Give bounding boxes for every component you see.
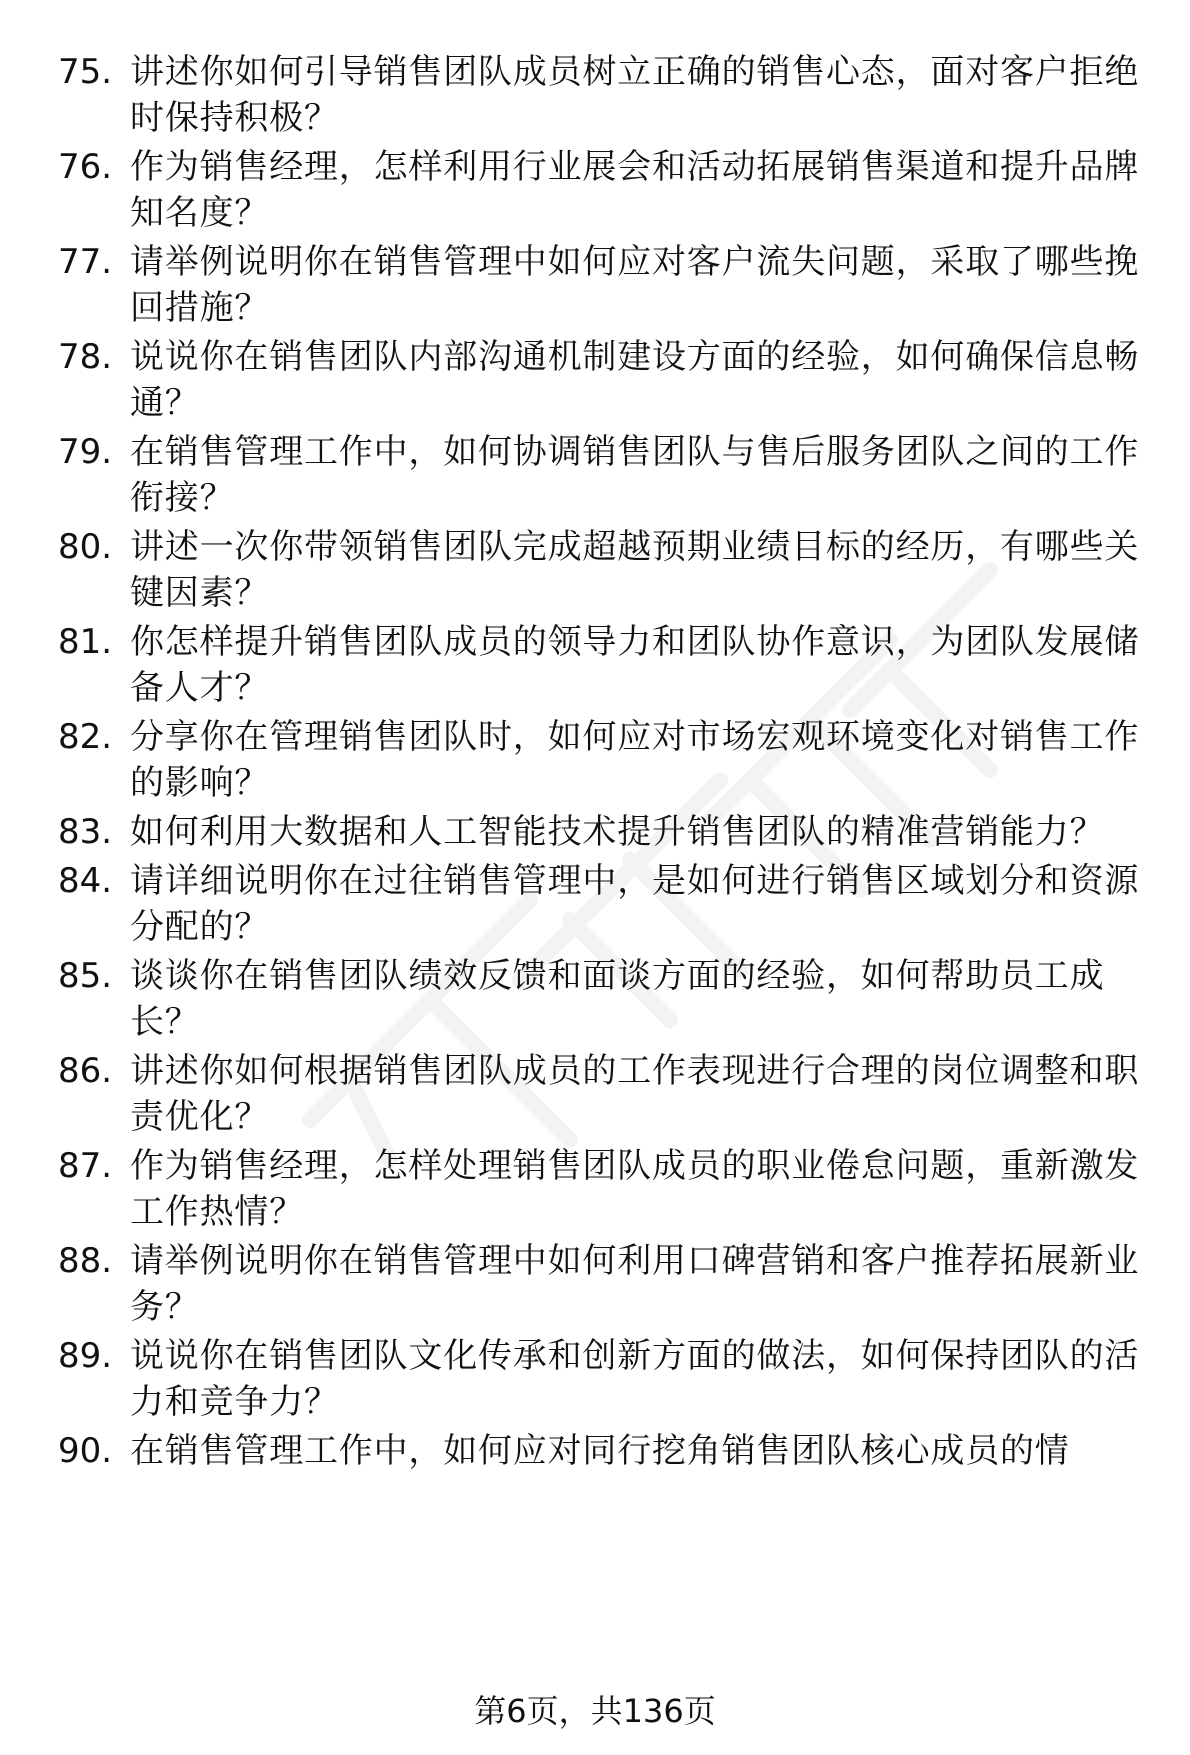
question-number: 86. xyxy=(58,1051,113,1091)
question-number: 87. xyxy=(58,1146,113,1186)
question-number: 76. xyxy=(58,147,113,187)
question-text: 作为销售经理，怎样利用行业展会和活动拓展销售渠道和提升品牌知名度？ xyxy=(130,147,1140,233)
question-text: 请举例说明你在销售管理中如何应对客户流失问题，采取了哪些挽回措施？ xyxy=(130,242,1140,328)
question-number: 84. xyxy=(58,861,113,901)
question-number: 82. xyxy=(58,717,113,757)
question-number: 88. xyxy=(58,1241,113,1281)
question-text: 在销售管理工作中，如何协调销售团队与售后服务团队之间的工作衔接？ xyxy=(130,432,1140,518)
question-number: 79. xyxy=(58,432,113,472)
question-text: 在销售管理工作中，如何应对同行挖角销售团队核心成员的情 xyxy=(130,1431,1070,1471)
question-text: 请举例说明你在销售管理中如何利用口碑营销和客户推荐拓展新业务？ xyxy=(130,1241,1140,1327)
question-text: 讲述你如何引导销售团队成员树立正确的销售心态，面对客户拒绝时保持积极？ xyxy=(130,52,1140,138)
question-number: 89. xyxy=(58,1336,113,1376)
question-text: 请详细说明你在过往销售管理中，是如何进行销售区域划分和资源分配的？ xyxy=(130,861,1140,947)
question-text: 如何利用大数据和人工智能技术提升销售团队的精准营销能力？ xyxy=(130,812,1105,852)
question-text: 谈谈你在销售团队绩效反馈和面谈方面的经验，如何帮助员工成长？ xyxy=(130,956,1105,1042)
question-text: 你怎样提升销售团队成员的领导力和团队协作意识，为团队发展储备人才？ xyxy=(130,622,1140,708)
question-text: 分享你在管理销售团队时，如何应对市场宏观环境变化对销售工作的影响？ xyxy=(130,717,1140,803)
question-text: 说说你在销售团队文化传承和创新方面的做法，如何保持团队的活力和竞争力？ xyxy=(130,1336,1140,1422)
question-number: 78. xyxy=(58,337,113,377)
question-number: 81. xyxy=(58,622,113,662)
question-text: 讲述你如何根据销售团队成员的工作表现进行合理的岗位调整和职责优化？ xyxy=(130,1051,1140,1137)
question-number: 75. xyxy=(58,52,113,92)
question-number: 80. xyxy=(58,527,113,567)
question-text: 讲述一次你带领销售团队完成超越预期业绩目标的经历，有哪些关键因素？ xyxy=(130,527,1140,613)
question-number: 83. xyxy=(58,812,113,852)
question-text: 说说你在销售团队内部沟通机制建设方面的经验，如何确保信息畅通？ xyxy=(130,337,1140,423)
question-number: 85. xyxy=(58,956,113,996)
question-text: 作为销售经理，怎样处理销售团队成员的职业倦怠问题，重新激发工作热情？ xyxy=(130,1146,1140,1232)
question-number: 90. xyxy=(58,1431,113,1471)
question-number: 77. xyxy=(58,242,113,282)
page-footer: 第6页，共136页 xyxy=(474,1692,716,1730)
